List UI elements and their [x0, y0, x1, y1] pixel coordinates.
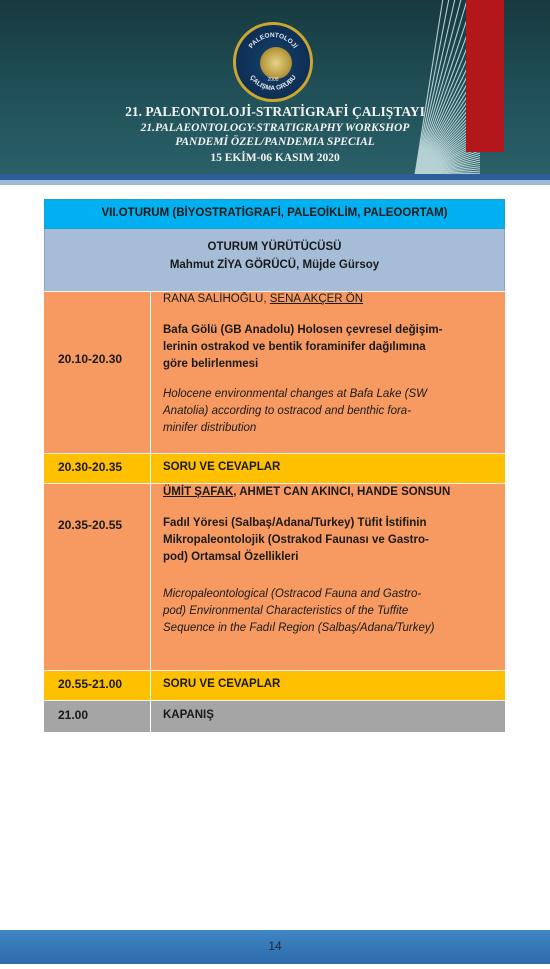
- talk-title-en: [163, 586, 434, 637]
- title-line: minifer distribution: [163, 422, 257, 434]
- header-banner: [0, 0, 550, 174]
- closing-row: [44, 700, 505, 732]
- title-line: pod) Ortamsal Özellikleri: [163, 551, 299, 563]
- talk-cell: [151, 483, 505, 670]
- session-chair-row: [44, 229, 505, 291]
- talk-time: 20.10-20.30: [58, 352, 123, 366]
- qa-label: SORU VE CEVAPLAR: [163, 461, 281, 473]
- talk-row-2: [44, 483, 505, 670]
- closing-label: KAPANIŞ: [163, 709, 214, 721]
- title-line: göre belirlenmesi: [163, 358, 259, 370]
- title-line: lerinin ostrakod ve bentik foraminifer dağılımına: [163, 341, 426, 353]
- author-plain: RANA SALİHOĞLU,: [163, 293, 270, 305]
- title-line: Micropaleontological (Ostracod Fauna and Gastro-: [163, 588, 422, 600]
- presenting-author: ÜMİT ŞAFAK: [163, 486, 234, 498]
- talk-cell: [151, 291, 505, 453]
- qa-time: 20.55-21.00: [58, 677, 123, 691]
- logo-top-text: PALEONTOLOJİ: [247, 31, 299, 50]
- presenting-author: SENA AKÇER ÖN: [269, 293, 364, 305]
- session-title: VII.OTURUM (BİYOSTRATİGRAFİ, PALEOİKLİM, PALEOORTAM): [101, 207, 448, 219]
- title-line: Anatolia) according to ostracod and benthic fora-: [163, 405, 412, 417]
- author-plain: , AHMET CAN AKINCI, HANDE SONSUN: [233, 486, 451, 498]
- talk-row-1: [44, 291, 505, 453]
- title-line: Mikropaleontolojik (Ostrakod Faunası ve Gastro-: [163, 534, 429, 546]
- title-line: Sequence in the Fadıl Region (Salbaş/Adana/Turkey): [163, 622, 435, 634]
- qa-cell: [151, 453, 505, 483]
- workshop-title-tr: 21. PALEONTOLOJİ-STRATİGRAFİ ÇALIŞTAYI: [125, 104, 425, 119]
- row-divider: [44, 670, 505, 671]
- row-divider: [44, 453, 505, 454]
- qa-time: 20.30-20.35: [58, 460, 123, 474]
- header-divider-light: [0, 180, 550, 185]
- talk-title-tr: [163, 322, 442, 373]
- row-divider: [44, 483, 505, 484]
- logo-bottom-text: ÇALIŞMA GRUBU: [248, 74, 298, 93]
- qa-row-1: [44, 453, 505, 483]
- row-divider: [44, 291, 505, 292]
- session-title-row: [44, 199, 505, 229]
- talk-title-tr: [163, 515, 429, 566]
- title-line: pod) Environmental Characteristics of the Tuffite: [163, 605, 409, 617]
- talk-time: 20.35-20.55: [58, 518, 123, 532]
- time-cell: [44, 453, 151, 483]
- title-line: Bafa Gölü (GB Anadolu) Holosen çevresel değişim-: [163, 324, 443, 336]
- closing-cell: [151, 700, 505, 732]
- qa-row-2: [44, 670, 505, 700]
- page-number: 14: [268, 939, 282, 953]
- talk-title-en: [163, 386, 427, 437]
- time-cell: [44, 700, 151, 732]
- logo-year: 2008: [267, 77, 279, 83]
- chair-names: Mahmut ZİYA GÖRÜCÜ, Müjde Gürsoy: [169, 259, 380, 271]
- chair-label: OTURUM YÜRÜTÜCÜSÜ: [207, 241, 342, 253]
- closing-time: 21.00: [58, 708, 89, 722]
- ammonite-icon: [260, 47, 292, 79]
- talk-authors: [163, 484, 450, 501]
- time-cell: [44, 670, 151, 700]
- time-cell: [44, 483, 151, 670]
- qa-cell: [151, 670, 505, 700]
- title-line: Holocene environmental changes at Bafa Lake (SW: [163, 388, 428, 400]
- time-cell: [44, 291, 151, 453]
- workshop-logo: [233, 22, 313, 102]
- page-footer: [0, 930, 550, 964]
- workshop-dates: 15 EKİM-06 KASIM 2020: [210, 152, 340, 164]
- title-line: Fadıl Yöresi (Salbaş/Adana/Turkey) Tüfit İstifinin: [163, 517, 427, 529]
- qa-label: SORU VE CEVAPLAR: [163, 678, 281, 690]
- workshop-title-en: 21.PALAEONTOLOGY-STRATIGRAPHY WORKSHOP: [140, 122, 410, 134]
- pandemic-special: PANDEMİ ÖZEL/PANDEMIA SPECIAL: [175, 136, 375, 148]
- talk-authors: [163, 291, 363, 308]
- row-divider: [44, 700, 505, 701]
